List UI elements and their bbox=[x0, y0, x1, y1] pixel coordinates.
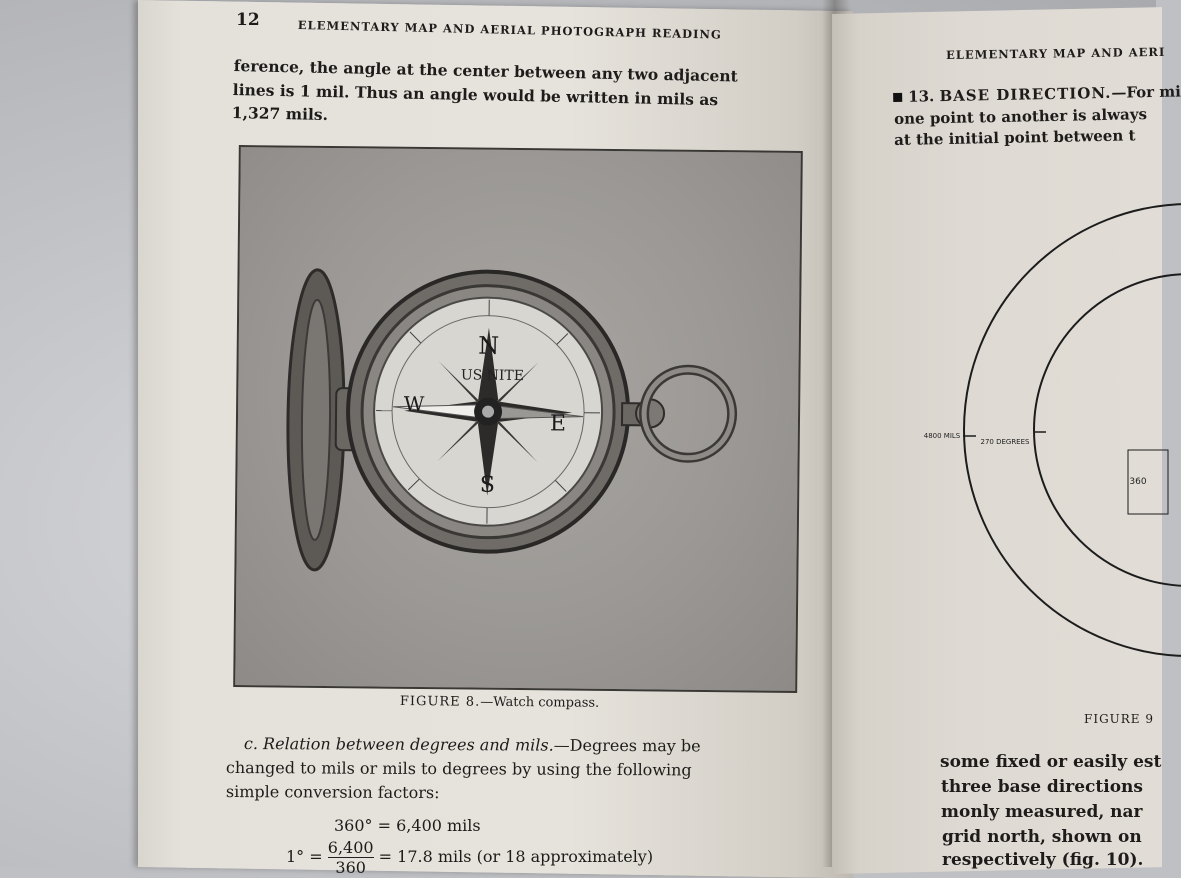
section-13-title: BASE DIRECTION. bbox=[939, 84, 1111, 105]
diagram-degrees-label: 270 DEGREES bbox=[981, 438, 1031, 446]
section-c-line-2: simple conversion factors: bbox=[226, 782, 440, 802]
section-13-line-1: one point to another is always bbox=[894, 105, 1147, 128]
right-line-4: respectively (fig. 10). bbox=[942, 850, 1143, 870]
section-c-line-0: —Degrees may be bbox=[554, 736, 701, 756]
running-head-left: ELEMENTARY MAP AND AERIAL PHOTOGRAPH READING bbox=[298, 18, 722, 42]
figure-8-caption bbox=[400, 694, 599, 711]
compass-w-label: W bbox=[404, 392, 425, 416]
figure-8-label: FIGURE 8. bbox=[400, 694, 480, 710]
section-c-line bbox=[244, 734, 701, 755]
watch-compass-icon bbox=[235, 147, 801, 691]
formula-1-degree bbox=[286, 838, 653, 877]
compass-e-label: E bbox=[550, 411, 566, 436]
figure-9-caption: FIGURE 9 bbox=[1084, 712, 1154, 726]
page-number: 12 bbox=[236, 10, 260, 30]
section-c-line-1: changed to mils or mils to degrees by using the following bbox=[226, 758, 692, 779]
formula-suffix: = 17.8 mils (or 18 approximately) bbox=[379, 847, 653, 866]
figure-8-text: —Watch compass. bbox=[480, 695, 599, 711]
intro-line: 1,327 mils. bbox=[232, 103, 329, 124]
compass-brand-label: US NITE bbox=[461, 367, 524, 384]
right-line-2: monly measured, nar bbox=[941, 802, 1143, 822]
right-line-0: some fixed or easily est bbox=[940, 752, 1161, 772]
formula-prefix: 1° = bbox=[286, 847, 323, 866]
running-head-right: ELEMENTARY MAP AND AERI bbox=[946, 45, 1165, 62]
formula-denominator: 360 bbox=[328, 858, 374, 877]
section-13-line-2: at the initial point between t bbox=[894, 126, 1136, 149]
diagram-mils-label: 4800 MILS bbox=[924, 432, 961, 440]
right-line-1: three base directions bbox=[941, 777, 1143, 797]
figure-9-diagram bbox=[900, 160, 1156, 680]
compass-n-label: N bbox=[478, 332, 499, 360]
intro-line: ference, the angle at the center between any two adjacent bbox=[234, 56, 738, 86]
section-13-line-0: —For mi bbox=[1111, 82, 1181, 101]
formula-360: 360° = 6,400 mils bbox=[334, 816, 481, 835]
intro-line: lines is 1 mil. Thus an angle would be written in mils as bbox=[233, 80, 719, 109]
section-marker-icon bbox=[893, 93, 902, 102]
compass-s-label: S bbox=[480, 473, 495, 498]
diagram-360-label: 360 bbox=[1129, 477, 1146, 487]
section-13-number: 13. bbox=[908, 87, 934, 105]
section-c-heading: c. Relation between degrees and mils. bbox=[244, 734, 554, 755]
formula-numerator: 6,400 bbox=[328, 838, 374, 858]
compass-photograph bbox=[233, 145, 803, 693]
right-line-3: grid north, shown on bbox=[942, 827, 1142, 847]
